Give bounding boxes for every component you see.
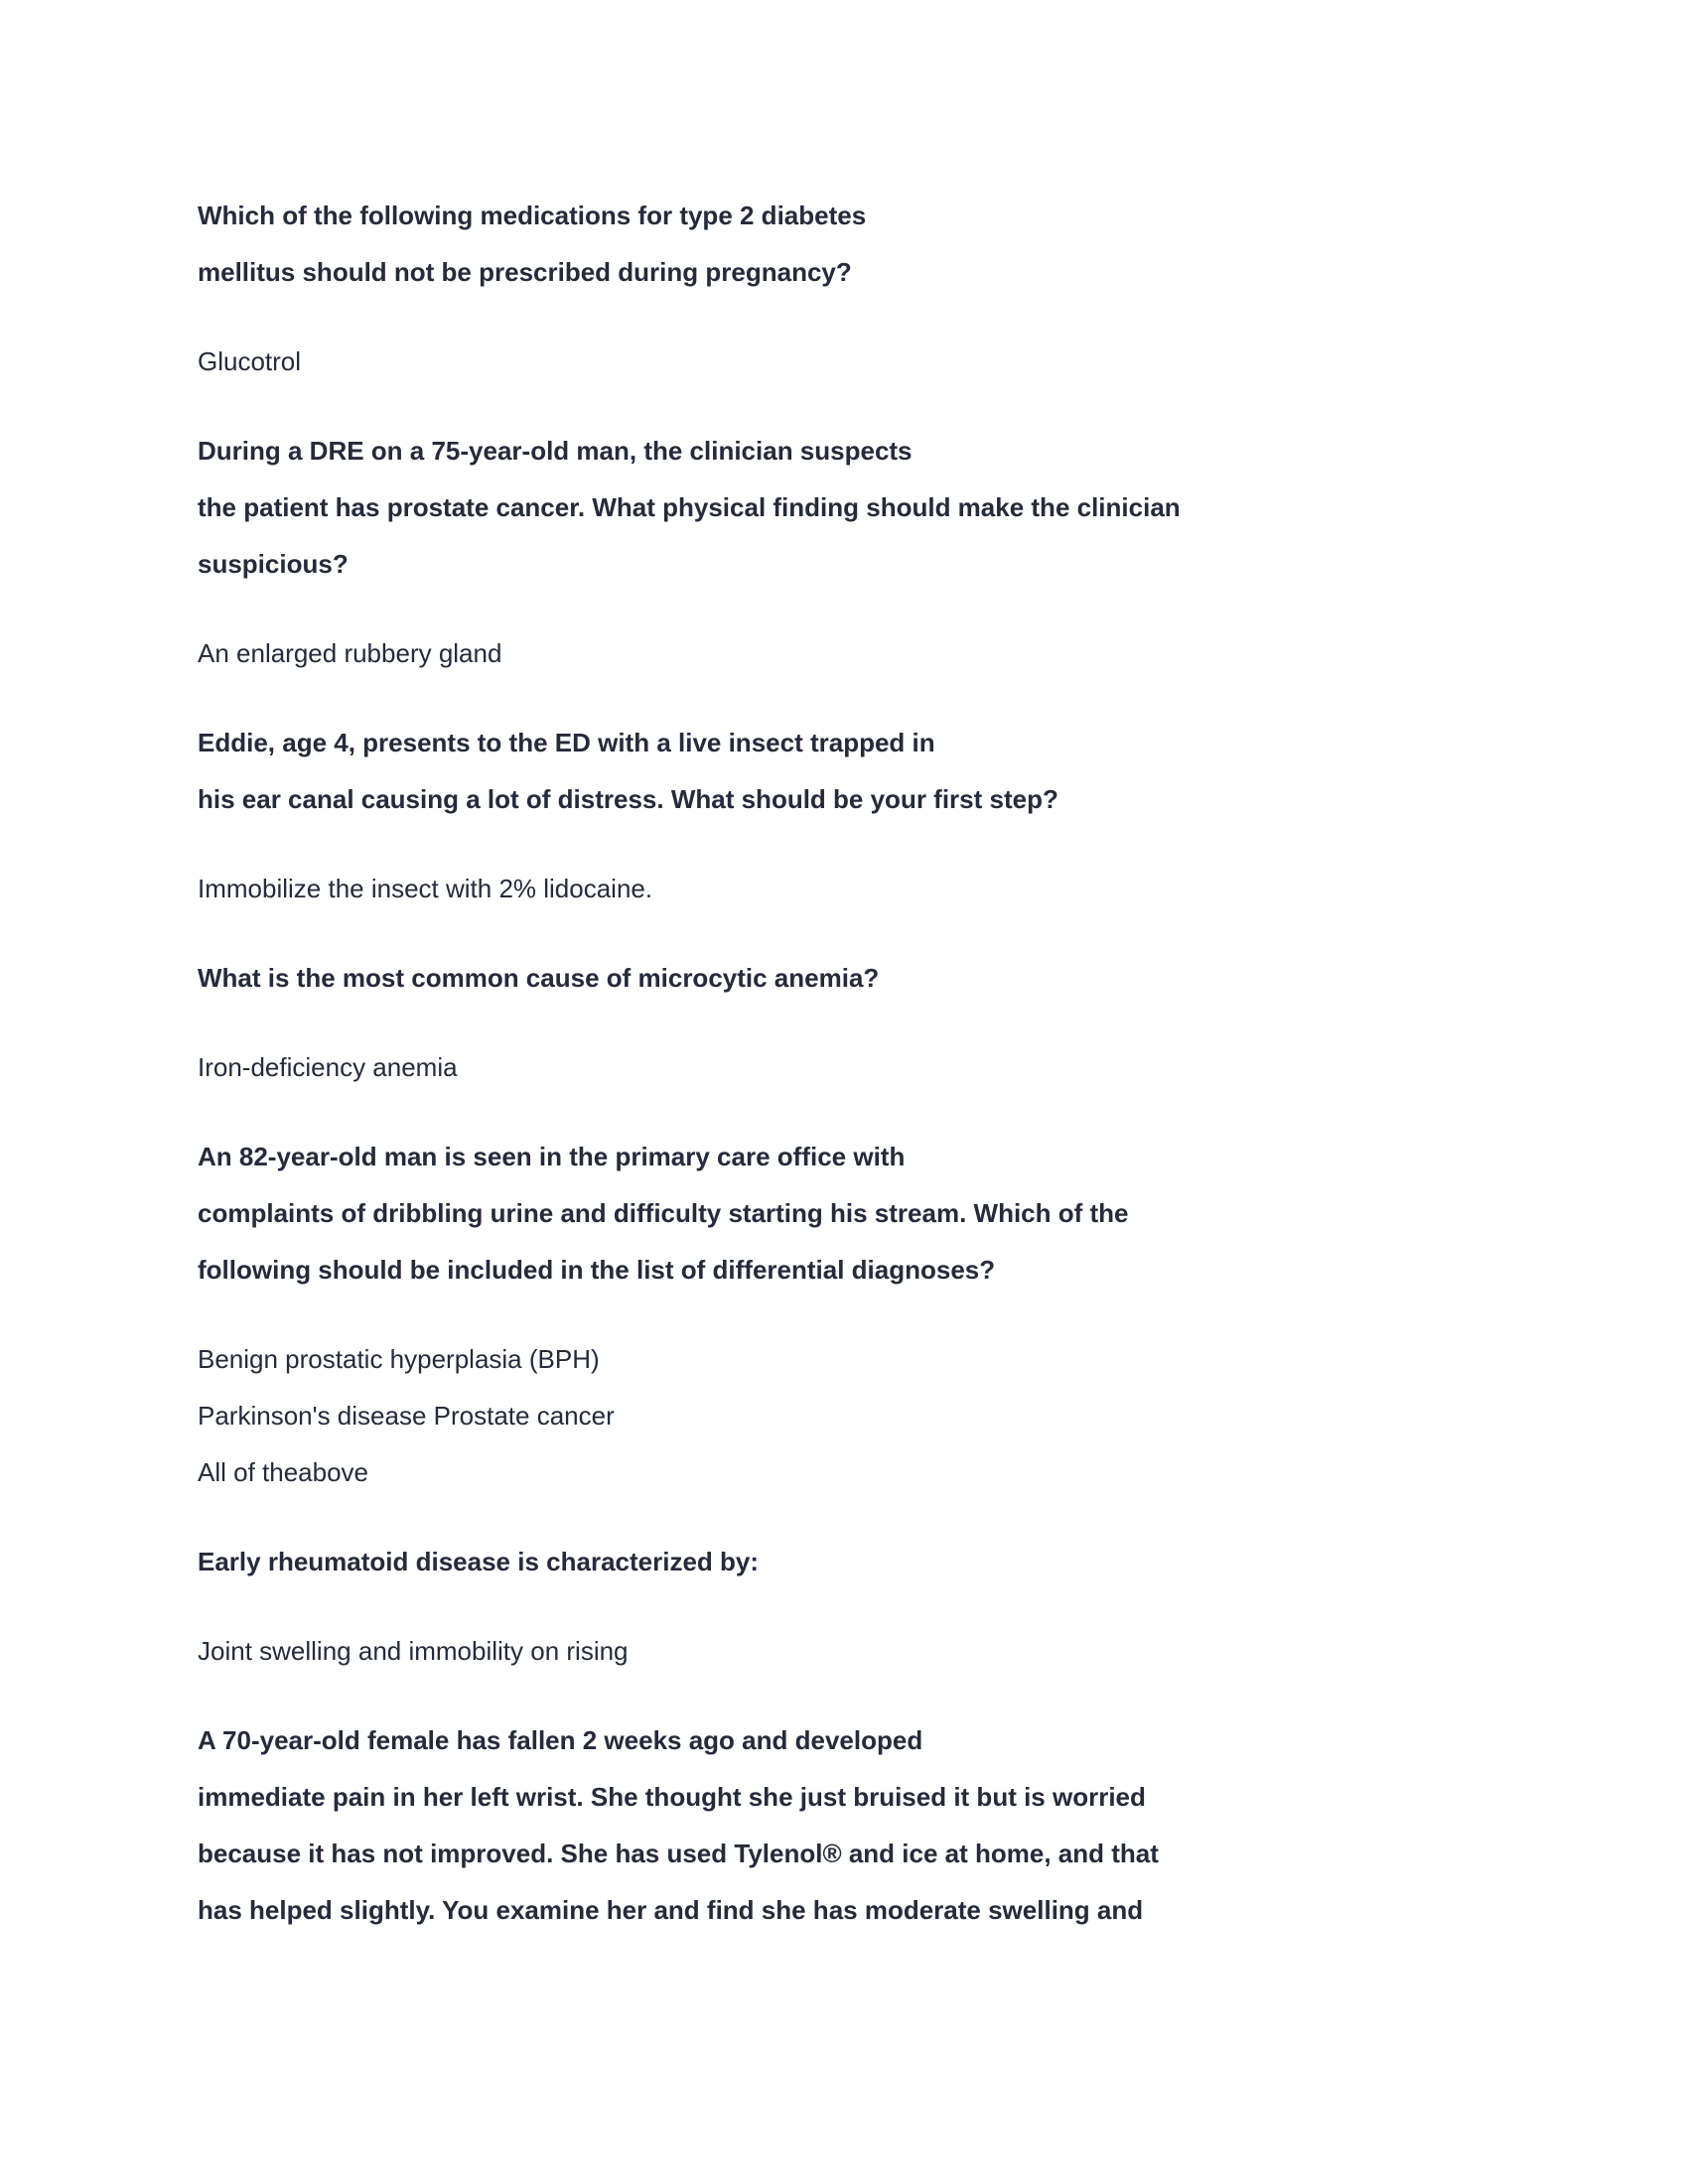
question-line: A 70-year-old female has fallen 2 weeks ago and developed: [198, 1725, 923, 1755]
question: [198, 1129, 1508, 1298]
question-line: complaints of dribbling urine and difficulty starting his stream. Which of the: [198, 1198, 1129, 1228]
question-line: his ear canal causing a lot of distress. What should be your first step?: [198, 784, 1058, 814]
question-line: Early rheumatoid disease is characterized by:: [198, 1547, 760, 1576]
document-body: [198, 188, 1508, 1972]
answer-line: All of theabove: [198, 1457, 369, 1487]
question: [198, 423, 1508, 593]
answer: [198, 625, 1508, 682]
answer: [198, 861, 1508, 917]
question-line: suspicious?: [198, 549, 349, 579]
question-line: Eddie, age 4, presents to the ED with a live insect trapped in: [198, 728, 935, 757]
answer-line: Glucotrol: [198, 346, 302, 376]
answer: [198, 1039, 1508, 1096]
question-line: following should be included in the list of differential diagnoses?: [198, 1255, 996, 1285]
question-line: because it has not improved. She has used Tylenol® and ice at home, and that: [198, 1839, 1159, 1868]
question-line: the patient has prostate cancer. What physical finding should make the clinician: [198, 492, 1181, 522]
answer-line: Iron-deficiency anemia: [198, 1052, 458, 1082]
answer-line: Immobilize the insect with 2% lidocaine.: [198, 874, 653, 903]
answer: [198, 1623, 1508, 1680]
question-line: has helped slightly. You examine her and find she has moderate swelling and: [198, 1895, 1144, 1925]
question: [198, 188, 1508, 301]
question-line: What is the most common cause of microcytic anemia?: [198, 963, 880, 993]
question: [198, 1534, 1508, 1590]
question: [198, 715, 1508, 828]
answer-line: Parkinson's disease Prostate cancer: [198, 1401, 615, 1431]
question-line: Which of the following medications for type 2 diabetes: [198, 201, 867, 230]
question: [198, 1712, 1508, 1939]
question-line: immediate pain in her left wrist. She thought she just bruised it but is worried: [198, 1782, 1146, 1812]
answer-line: Benign prostatic hyperplasia (BPH): [198, 1344, 600, 1374]
answer: [198, 1331, 1508, 1501]
answer-line: Joint swelling and immobility on rising: [198, 1636, 629, 1666]
question-line: mellitus should not be prescribed during pregnancy?: [198, 257, 852, 287]
answer: [198, 334, 1508, 390]
question-line: An 82-year-old man is seen in the primary care office with: [198, 1142, 906, 1171]
answer-line: An enlarged rubbery gland: [198, 638, 502, 668]
question: [198, 950, 1508, 1007]
question-line: During a DRE on a 75-year-old man, the clinician suspects: [198, 436, 913, 466]
